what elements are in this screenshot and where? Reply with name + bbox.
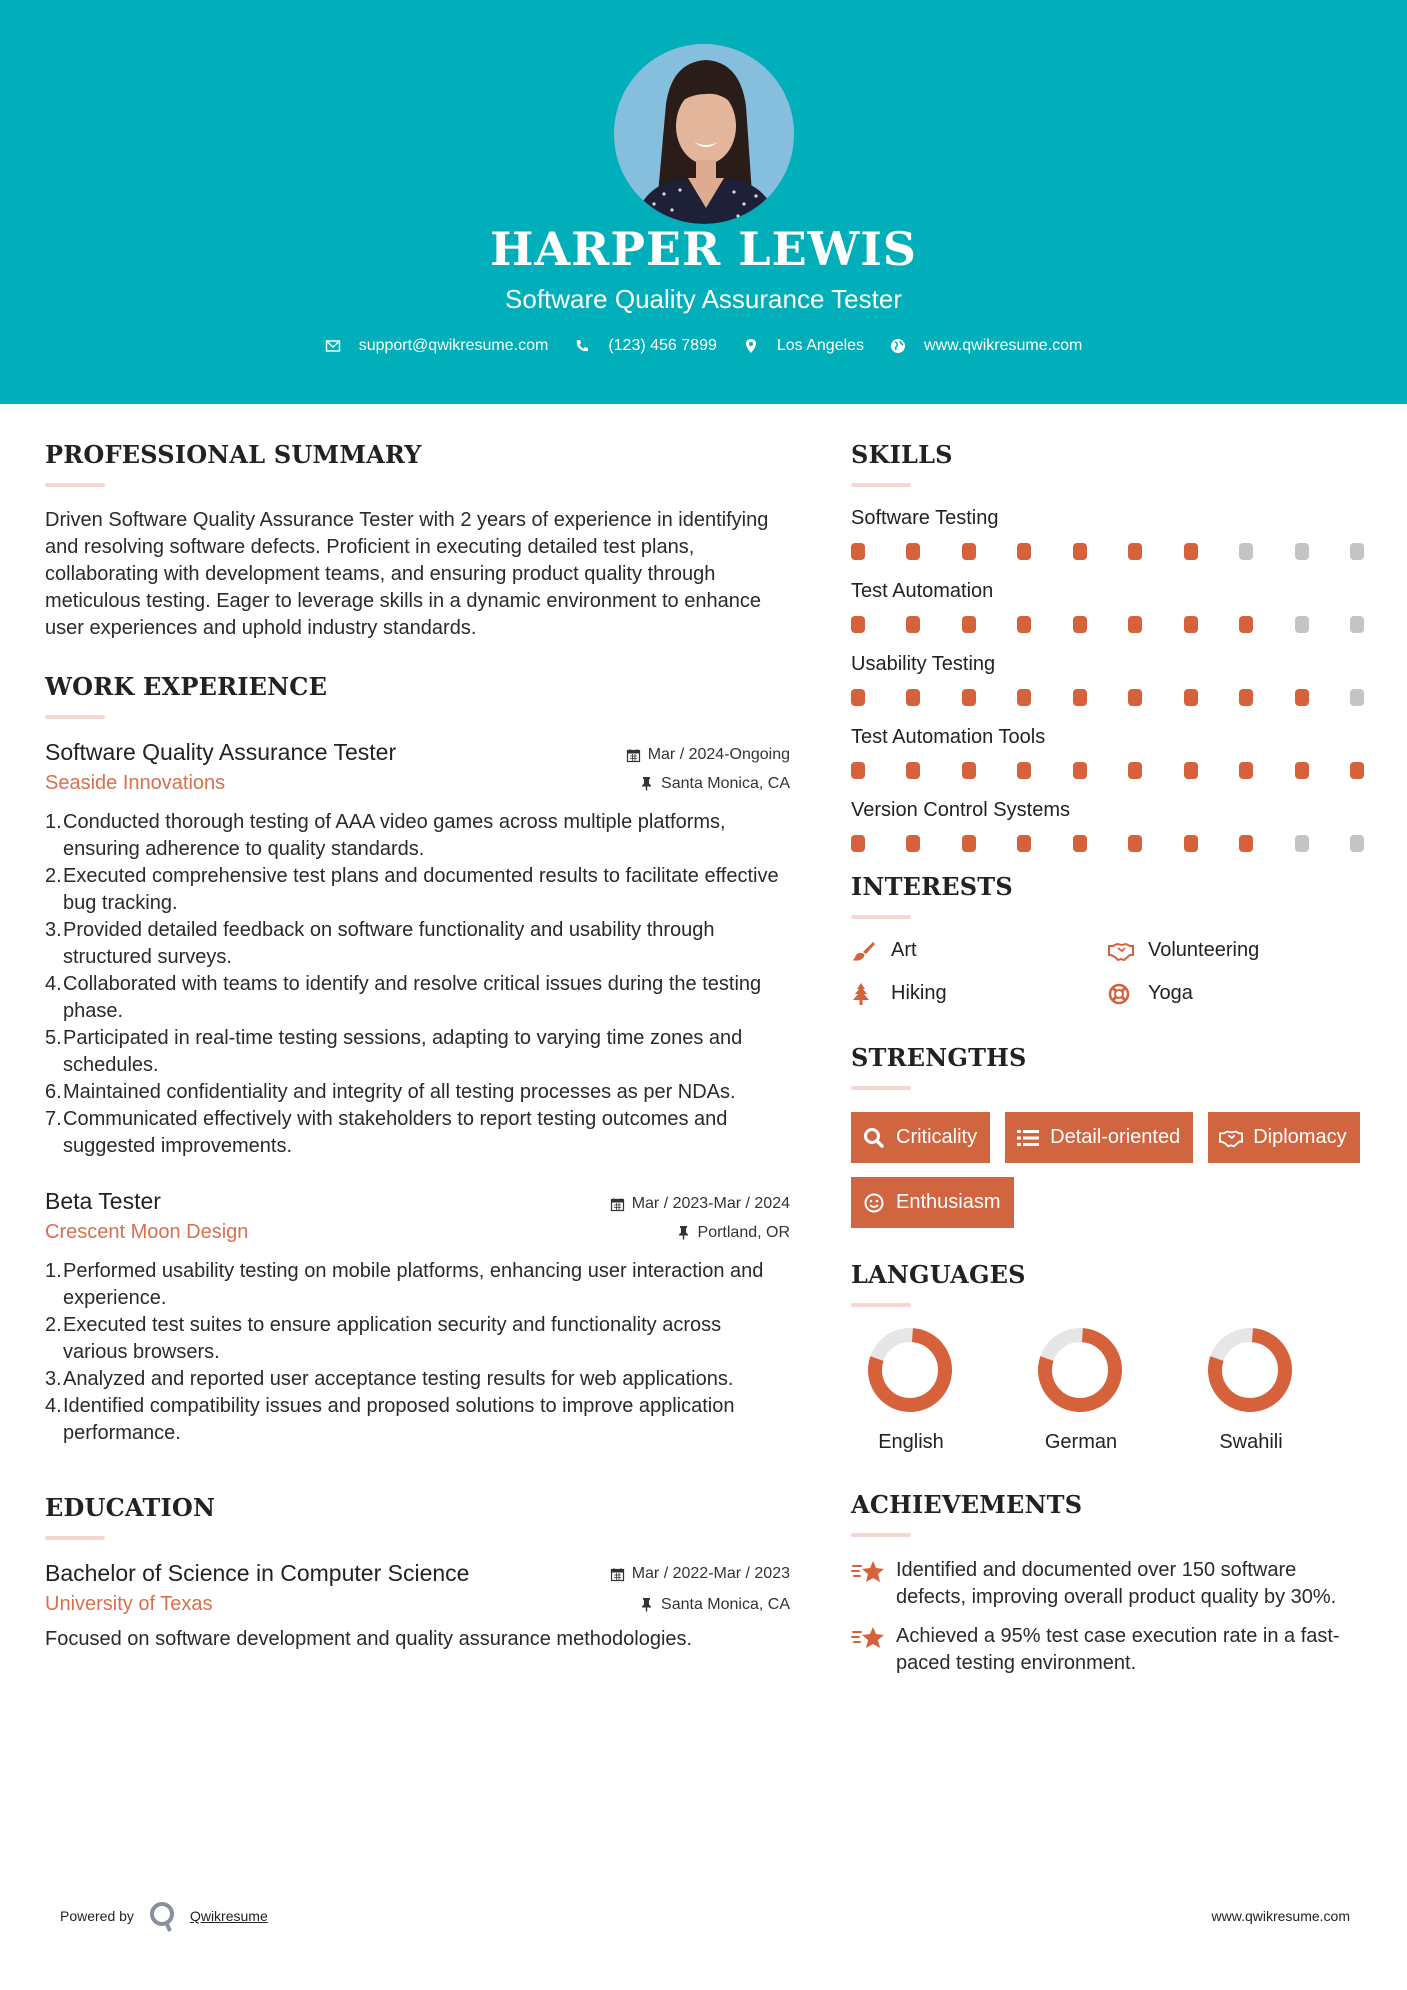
- list-item: 3. Analyzed and reported user acceptance testing results for web applications.: [45, 1368, 734, 1390]
- rating-dot: [1295, 689, 1309, 706]
- section-divider: [851, 1533, 911, 1537]
- section-divider: [45, 715, 105, 719]
- rating-dot: [1295, 616, 1309, 633]
- section-title: INTERESTS: [851, 872, 1013, 901]
- globe-icon: [890, 338, 906, 354]
- skill-name: Software Testing: [851, 507, 999, 529]
- job-title: Beta Tester: [45, 1188, 161, 1214]
- section-divider: [45, 483, 105, 487]
- education-location: Santa Monica, CA: [661, 1595, 790, 1613]
- experience-section: [45, 672, 790, 1447]
- language-item: [1191, 1327, 1361, 1454]
- contact-email[interactable]: [325, 337, 549, 355]
- list-item: 1. Performed usability testing on mobile platforms, enhancing user interaction and experience.: [45, 1260, 764, 1309]
- rating-dot: [1017, 616, 1031, 633]
- school-name: University of Texas: [45, 1593, 213, 1615]
- section-divider: [851, 1303, 911, 1307]
- rating-dot: [1184, 616, 1198, 633]
- contact-email-text: support@qwikresume.com: [358, 337, 549, 354]
- search-icon: [862, 1127, 886, 1149]
- qwikresume-link[interactable]: Qwikresume: [189, 1908, 268, 1924]
- rating-dot: [851, 616, 865, 633]
- handshake-icon: [1219, 1127, 1243, 1149]
- qwikresume-logo-icon: [148, 1900, 178, 1932]
- section-divider: [851, 915, 911, 919]
- rating-dot: [962, 689, 976, 706]
- list-item: 6. Maintained confidentiality and integrity of all testing processes as per NDAs.: [45, 1081, 736, 1103]
- skill-rating: [851, 689, 1364, 706]
- degree-title: Bachelor of Science in Computer Science: [45, 1560, 470, 1586]
- strength-badge: Criticality: [851, 1112, 990, 1163]
- rating-dot: [1073, 543, 1087, 560]
- tree-icon: [851, 983, 877, 1005]
- interests-section: [851, 872, 1366, 1005]
- handshake-icon: [1108, 940, 1134, 962]
- section-title: PROFESSIONAL SUMMARY: [45, 440, 422, 469]
- job-date: Mar / 2024-Ongoing: [647, 746, 790, 763]
- rating-dot: [1295, 762, 1309, 779]
- strength-badge: Enthusiasm: [851, 1177, 1014, 1228]
- section-divider: [45, 1536, 105, 1540]
- rating-dot: [1073, 835, 1087, 852]
- rating-dot: [851, 762, 865, 779]
- job-title: Software Quality Assurance Tester: [45, 739, 397, 765]
- rating-dot: [962, 543, 976, 560]
- skill-rating: [851, 543, 1364, 560]
- language-name: German: [1044, 1431, 1118, 1453]
- job-location: Santa Monica, CA: [661, 774, 790, 792]
- summary-text: Driven Software Quality Assurance Tester with 2 years of experience in identifying and resolving software defects. Proficient in executing detailed test plans, collaborating with development teams, and ensuring product quality through meticulous testing. Eager to leverage skills in a dynamic environment to enhance user experiences and uphold industry standards.: [45, 509, 769, 639]
- candidate-name: HARPER LEWIS: [489, 222, 918, 276]
- list-item: 3. Provided detailed feedback on software functionality and usability through structured surveys.: [45, 919, 715, 968]
- candidate-role: Software Quality Assurance Tester: [505, 284, 902, 314]
- rating-dot: [1017, 689, 1031, 706]
- company-name: Crescent Moon Design: [45, 1221, 249, 1243]
- skills-list: [851, 507, 1366, 852]
- list-item: 4. Identified compatibility issues and proposed solutions to improve application performance.: [45, 1395, 735, 1444]
- languages-section: [851, 1260, 1366, 1454]
- language-item: [1021, 1327, 1191, 1454]
- rating-dot: [1350, 616, 1364, 633]
- education-section: [45, 1493, 790, 1653]
- summary-section: [45, 440, 790, 642]
- language-donut-chart: [1207, 1327, 1293, 1413]
- list-item: 4. Collaborated with teams to identify and resolve critical issues during the testing phase.: [45, 973, 762, 1022]
- rating-dot: [1184, 762, 1198, 779]
- rating-dot: [1350, 543, 1364, 560]
- rating-dot: [1073, 689, 1087, 706]
- achievement-item: Identified and documented over 150 software defects, improving overall product quality by 30%.: [851, 1557, 1366, 1611]
- list-icon: [1016, 1127, 1040, 1149]
- pushpin-icon: [639, 776, 654, 791]
- rating-dot: [851, 835, 865, 852]
- rating-dot: [1350, 762, 1364, 779]
- contact-location-text: Los Angeles: [776, 337, 865, 354]
- star-icon: [851, 1623, 887, 1653]
- rating-dot: [1128, 543, 1142, 560]
- calendar-icon: [626, 748, 641, 763]
- rating-dot: [1073, 762, 1087, 779]
- interest-item: Volunteering: [1108, 939, 1365, 962]
- pushpin-icon: [639, 1597, 654, 1612]
- section-title: EDUCATION: [45, 1493, 216, 1522]
- skill-name: Test Automation Tools: [851, 726, 1046, 748]
- company-name: Seaside Innovations: [45, 772, 226, 794]
- interest-item: Hiking: [851, 982, 1108, 1005]
- rating-dot: [1350, 835, 1364, 852]
- envelope-icon: [325, 338, 341, 354]
- list-item: 7. Communicated effectively with stakeholders to report testing outcomes and suggested improvements.: [45, 1108, 728, 1157]
- education-description: Focused on software development and quality assurance methodologies.: [45, 1628, 693, 1650]
- section-title: LANGUAGES: [851, 1260, 1026, 1289]
- contact-location: [743, 337, 864, 355]
- section-title: ACHIEVEMENTS: [851, 1490, 1083, 1519]
- footer-website[interactable]: www.qwikresume.com: [1211, 1908, 1350, 1924]
- interest-item: Yoga: [1108, 982, 1365, 1005]
- skill-name: Test Automation: [851, 580, 994, 602]
- contact-bar: [0, 337, 1407, 355]
- phone-icon: [574, 338, 590, 354]
- job-bullets: [45, 1258, 790, 1447]
- rating-dot: [1017, 835, 1031, 852]
- rating-dot: [1184, 835, 1198, 852]
- smile-icon: [862, 1192, 886, 1214]
- right-column: [851, 440, 1366, 1689]
- rating-dot: [1239, 543, 1253, 560]
- rating-dot: [906, 835, 920, 852]
- section-title: WORK EXPERIENCE: [45, 672, 328, 701]
- resume-header: [0, 0, 1407, 404]
- contact-phone[interactable]: [574, 337, 717, 355]
- list-item: 2. Executed comprehensive test plans and documented results to facilitate effective bug tracking.: [45, 865, 779, 914]
- language-name: English: [878, 1431, 944, 1453]
- strengths-section: [851, 1043, 1366, 1228]
- rating-dot: [1128, 762, 1142, 779]
- list-item: 1. Conducted thorough testing of AAA video games across multiple platforms, ensuring adherence to quality standards.: [45, 811, 726, 860]
- rating-dot: [906, 543, 920, 560]
- list-item: 2. Executed test suites to ensure application security and functionality across various browsers.: [45, 1314, 722, 1363]
- interest-item: Art: [851, 939, 1108, 962]
- language-name: Swahili: [1219, 1431, 1283, 1453]
- section-title: STRENGTHS: [851, 1043, 1027, 1072]
- rating-dot: [906, 616, 920, 633]
- left-column: [45, 440, 790, 1653]
- skill-rating: [851, 762, 1364, 779]
- achievement-item: Achieved a 95% test case execution rate in a fast-paced testing environment.: [851, 1623, 1366, 1677]
- rating-dot: [1184, 543, 1198, 560]
- skill-rating: [851, 835, 1364, 852]
- contact-website-text: www.qwikresume.com: [924, 337, 1083, 354]
- rating-dot: [851, 543, 865, 560]
- rating-dot: [1128, 616, 1142, 633]
- rating-dot: [1239, 616, 1253, 633]
- job-entry: [45, 739, 790, 1160]
- rating-dot: [1239, 689, 1253, 706]
- list-item: 5. Participated in real-time testing sessions, adapting to varying time zones and schedules.: [45, 1027, 743, 1076]
- skill-rating: [851, 616, 1364, 633]
- skill-name: Version Control Systems: [851, 799, 1070, 821]
- powered-by: Powered by Qwikresume: [60, 1900, 268, 1932]
- lifebuoy-icon: [1108, 983, 1134, 1005]
- rating-dot: [1239, 835, 1253, 852]
- contact-phone-text: (123) 456 7899: [608, 337, 717, 354]
- rating-dot: [1295, 835, 1309, 852]
- language-donut-chart: [1037, 1327, 1123, 1413]
- paintbrush-icon: [851, 940, 877, 962]
- job-entry: [45, 1188, 790, 1447]
- rating-dot: [1128, 835, 1142, 852]
- rating-dot: [962, 835, 976, 852]
- avatar: [614, 44, 794, 224]
- skills-section: [851, 440, 1366, 852]
- section-divider: [851, 483, 911, 487]
- strength-badge: Detail-oriented: [1005, 1112, 1193, 1163]
- rating-dot: [1128, 689, 1142, 706]
- rating-dot: [906, 689, 920, 706]
- rating-dot: [962, 762, 976, 779]
- footer: [60, 1900, 1350, 1932]
- map-marker-icon: [743, 338, 759, 354]
- section-divider: [851, 1086, 911, 1090]
- calendar-icon: [610, 1567, 625, 1582]
- achievements-section: [851, 1490, 1366, 1677]
- rating-dot: [1073, 616, 1087, 633]
- rating-dot: [962, 616, 976, 633]
- star-icon: [851, 1557, 887, 1587]
- rating-dot: [1017, 762, 1031, 779]
- pushpin-icon: [676, 1225, 691, 1240]
- profile-photo: [614, 44, 794, 224]
- language-donut-chart: [867, 1327, 953, 1413]
- calendar-icon: [610, 1197, 625, 1212]
- job-bullets: [45, 809, 790, 1160]
- job-location: Portland, OR: [697, 1223, 790, 1241]
- rating-dot: [1184, 689, 1198, 706]
- rating-dot: [851, 689, 865, 706]
- rating-dot: [906, 762, 920, 779]
- rating-dot: [1239, 762, 1253, 779]
- language-item: [851, 1327, 1021, 1454]
- rating-dot: [1017, 543, 1031, 560]
- rating-dot: [1295, 543, 1309, 560]
- education-date: Mar / 2022-Mar / 2023: [631, 1565, 790, 1582]
- section-title: SKILLS: [851, 440, 953, 469]
- job-date: Mar / 2023-Mar / 2024: [631, 1195, 790, 1212]
- skill-name: Usability Testing: [851, 653, 996, 675]
- rating-dot: [1350, 689, 1364, 706]
- languages-list: [851, 1327, 1366, 1454]
- strength-badge: Diplomacy: [1208, 1112, 1359, 1163]
- contact-website[interactable]: [890, 337, 1082, 355]
